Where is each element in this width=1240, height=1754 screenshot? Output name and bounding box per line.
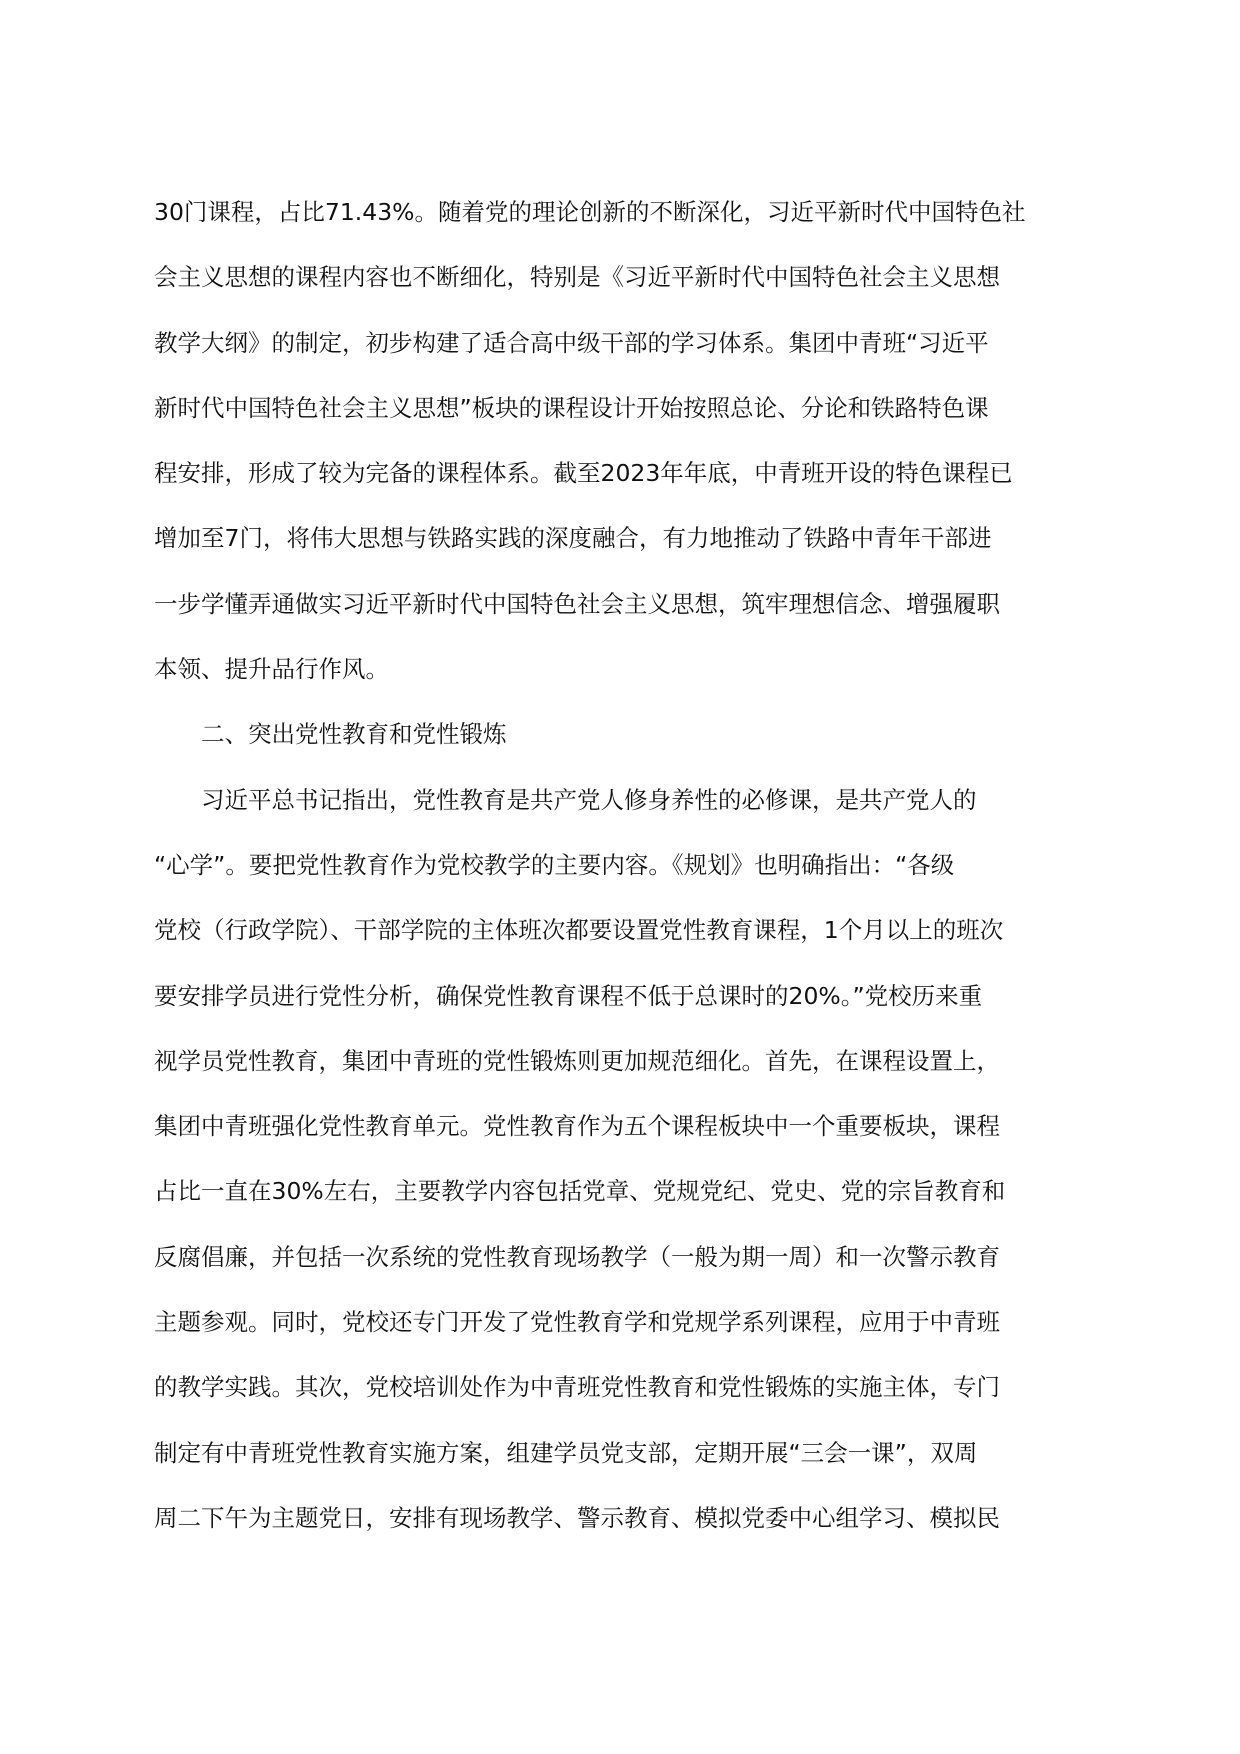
text-line: 视学员党性教育，集团中青班的党性锻炼则更加规范细化。首先，在课程设置上， (154, 1046, 1000, 1075)
text-line: 习近平总书记指出，党性教育是共产党人修身养性的必修课，是共产党人的 (201, 785, 977, 814)
section-heading: 二、突出党性教育和党性锻炼 (201, 720, 507, 749)
text-line: 会主义思想的课程内容也不断细化，特别是《习近平新时代中国特色社会主义思想 (154, 263, 1000, 292)
body-text (154, 188, 1084, 1559)
text-line: 主题参观。同时，党校还专门开发了党性教育学和党规学系列课程，应用于中青班 (154, 1308, 1000, 1337)
text-line: 新时代中国特色社会主义思想”板块的课程设计开始按照总论、分论和铁路特色课 (154, 393, 989, 422)
text-line: 集团中青班强化党性教育单元。党性教育作为五个课程板块中一个重要板块，课程 (154, 1112, 1000, 1141)
text-line: 要安排学员进行党性分析，确保党性教育课程不低于总课时的20%。”党校历来重 (154, 981, 983, 1010)
text-line: 增加至7门，将伟大思想与铁路实践的深度融合，有力地推动了铁路中青年干部进 (154, 524, 992, 553)
text-line: 程安排，形成了较为完备的课程体系。截至2023年年底，中青班开设的特色课程已 (154, 459, 1013, 488)
text-line: 周二下午为主题党日，安排有现场教学、警示教育、模拟党委中心组学习、模拟民 (154, 1503, 1000, 1532)
text-line: 的教学实践。其次，党校培训处作为中青班党性教育和党性锻炼的实施主体，专门 (154, 1373, 1000, 1402)
text-line: “心学”。要把党性教育作为党校教学的主要内容。《规划》也明确指出：“各级 (154, 850, 955, 879)
text-line: 制定有中青班党性教育实施方案，组建学员党支部，定期开展“三会一课”，双周 (154, 1438, 978, 1467)
text-line: 占比一直在30%左右，主要教学内容包括党章、党规党纪、党史、党的宗旨教育和 (154, 1177, 1006, 1206)
text-line: 本领、提升品行作风。 (154, 655, 389, 684)
text-line: 党校（行政学院）、干部学院的主体班次都要设置党性教育课程，1个月以上的班次 (154, 916, 1004, 945)
text-line: 一步学懂弄通做实习近平新时代中国特色社会主义思想，筑牢理想信念、增强履职 (154, 589, 1000, 618)
text-line: 教学大纲》的制定，初步构建了适合高中级干部的学习体系。集团中青班“习近平 (154, 328, 989, 357)
text-line: 30门课程，占比71.43%。随着党的理论创新的不断深化，习近平新时代中国特色社 (154, 198, 1026, 226)
text-line: 反腐倡廉，并包括一次系统的党性教育现场教学（一般为期一周）和一次警示教育 (154, 1242, 1000, 1271)
